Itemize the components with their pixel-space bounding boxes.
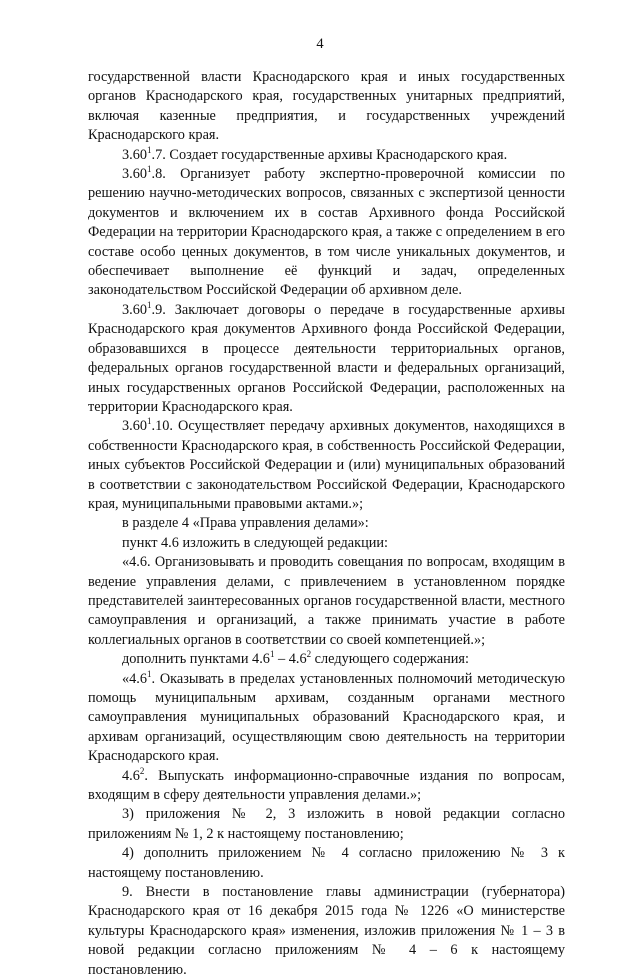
paragraph (88, 670, 565, 767)
page-number: 4 (316, 36, 324, 52)
paragraph-text: 3.60 (122, 166, 148, 183)
paragraph-text: .9. Заключает договоры о передаче в государственные архивы Краснодарского края документов Архивного фонда Российской Федерации, образовавшихся в процессе деятельности территориальных органов, федеральных органов государственной власти и федеральных организаций, иных государственных органов Российской Федерации, расположенных на территории Краснодарского края. (88, 301, 565, 415)
superscript: 1 (147, 668, 152, 679)
paragraph-text: – 4.6 (274, 651, 307, 668)
superscript: 2 (306, 649, 312, 660)
paragraph-text: 3) приложения № 2, 3 изложить в новой редакции согласно приложениям № 1, 2 к настоящему постановлению; (88, 806, 565, 842)
paragraph (88, 650, 565, 669)
paragraph-text: в разделе 4 «Права управления делами»: (122, 515, 369, 532)
document-body (88, 68, 565, 980)
paragraph (88, 534, 565, 553)
paragraph-text: .10. Осуществляет передачу архивных документов, находящихся в собственности Краснодарского края, в собственность Российской Федерации, иных субъектов Российской Федерации и (или) муниципальных образований в соответствии с законодательством Российской Федерации, Краснодарского края, муниципальными правовыми актами.»; (88, 418, 565, 512)
paragraph-text: 9. Внести в постановление главы администрации (губернатора) Краснодарского края от 16 декабря 2015 года № 1226 «О министерстве культуры Краснодарского края» изменения, изложив приложения № 1 – 3 в новой редакции согласно приложениям № 4 – 6 к настоящему постановлению. (88, 884, 565, 978)
paragraph (88, 767, 565, 806)
paragraph (88, 805, 565, 844)
paragraph (88, 883, 565, 980)
superscript: 1 (147, 164, 152, 175)
paragraph-text: дополнить пунктами 4.6 (122, 651, 270, 668)
paragraph (88, 68, 565, 146)
paragraph-text: . Выпускать информационно-справочные издания по вопросам, входящим в сферу деятельности управления делами.»; (88, 767, 565, 804)
superscript: 1 (147, 300, 152, 311)
paragraph-text: 4.6 (122, 767, 140, 784)
superscript: 1 (269, 649, 275, 660)
superscript: 1 (147, 144, 152, 155)
paragraph-text: 3.60 (122, 146, 148, 163)
paragraph (88, 844, 565, 883)
paragraph-text: .8. Организует работу экспертно-проверочной комиссии по решению научно-методических вопросов, связанных с экспертизой ценности документов и включением их в состав Архивного фонда Российской Федерации на территории Краснодарского края, а также с определением в его составе особо ценных документов, в том числе уникальных документов, и обеспечивает выполнение её функций и задач, определенных законодательством Российской Федерации об архивном деле. (88, 166, 565, 299)
paragraph (88, 301, 565, 417)
paragraph-text: «4.6. Организовывать и проводить совещания по вопросам, входящим в ведение управления делами, с привлечением в установленном порядке представителей заинтересованных органов государственной власти, местного самоуправления и организаций, а также принимать участие в работе коллегиальных органов в соответствии со своей компетенцией.»; (88, 554, 565, 648)
superscript: 1 (147, 416, 152, 427)
paragraph-text: государственной власти Краснодарского края и иных государственных органов Краснодарского края, государственных унитарных предприятий, включая казенные предприятия, и государственных учреждений Краснодарского края. (88, 69, 565, 144)
paragraph-text: 3.60 (122, 301, 148, 318)
paragraph-text: пункт 4.6 изложить в следующей редакции: (122, 534, 389, 551)
superscript: 2 (139, 765, 145, 776)
paragraph-text: 3.60 (122, 418, 148, 435)
paragraph-text: .7. Создает государственные архивы Краснодарского края. (151, 146, 508, 163)
paragraph (88, 514, 565, 533)
paragraph (88, 417, 565, 514)
paragraph (88, 553, 565, 650)
paragraph-text: «4.6 (122, 670, 148, 687)
paragraph (88, 146, 565, 165)
paragraph-text: . Оказывать в пределах установленных полномочий методическую помощь муниципальным архивам, созданным органами местного самоуправления муниципальных образований Краснодарского края, и архивам организаций, осуществляющим свою деятельность на территории Краснодарского края. (88, 670, 565, 765)
paragraph (88, 165, 565, 301)
paragraph-text: 4) дополнить приложением № 4 согласно приложению № 3 к настоящему постановлению. (88, 845, 565, 881)
paragraph-text: следующего содержания: (311, 651, 469, 668)
